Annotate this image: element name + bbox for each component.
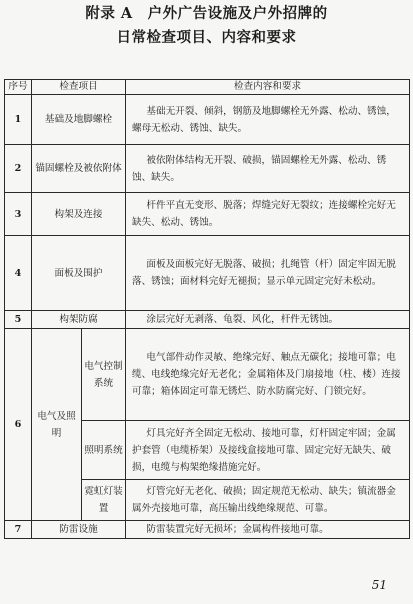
- row-content: 面板及面板完好无脱落、破损；扎绳管（杆）固定牢固无脱落、锈蚀；面材料完好无褪损；显示单元固定完好未松动。: [126, 236, 410, 311]
- table-row: [5, 193, 410, 236]
- row-item: 面板及围护: [32, 236, 126, 311]
- row-item: 电气及照明: [32, 329, 82, 521]
- row-subitem: 霓虹灯装置: [82, 480, 126, 521]
- row-subitem: 照明系统: [82, 421, 126, 480]
- table-row: [5, 236, 410, 311]
- row-item: 锚固螺栓及被依附体: [32, 145, 126, 193]
- page-number: 51: [371, 578, 387, 592]
- header-no: 序号: [5, 80, 32, 95]
- row-content: 防雷装置完好无损坏；金属构件接地可靠。: [126, 521, 410, 539]
- header-item: 检查项目: [32, 80, 126, 95]
- header-content: 检查内容和要求: [126, 80, 410, 95]
- table-row: [5, 95, 410, 145]
- row-number: 3: [5, 193, 32, 236]
- table-row: [5, 145, 410, 193]
- appendix-title-line1: 附录 A 户外广告设施及户外招牌的: [85, 5, 328, 22]
- row-item: 构架防腐: [32, 311, 126, 329]
- row-content: 灯管完好无老化、破损；固定规范无松动、缺失；镇流器金属外壳接地可靠，高压输出线绝缘规范、可靠。: [126, 480, 410, 521]
- row-number: 1: [5, 95, 32, 145]
- row-number: 6: [5, 329, 32, 521]
- table-row: [5, 521, 410, 539]
- row-item: 构架及连接: [32, 193, 126, 236]
- row-content: 涂层完好无剥落、龟裂、风化，杆件无锈蚀。: [126, 311, 410, 329]
- row-number: 7: [5, 521, 32, 539]
- inspection-table: [4, 79, 410, 539]
- row-number: 2: [5, 145, 32, 193]
- table-header-row: [5, 80, 410, 95]
- row-subitem: 电气控制系统: [82, 329, 126, 421]
- appendix-title-line2: 日常检查项目、内容和要求: [116, 29, 297, 46]
- table-row: [5, 329, 410, 421]
- table-row: [5, 311, 410, 329]
- row-number: 4: [5, 236, 32, 311]
- row-content: 电气部件动作灵敏、绝缘完好、触点无碳化；接地可靠；电缆、电线绝缘完好无老化；金属箱体及门扇接地（柱、楼）连接可靠；箱体固定可靠无锈烂、防水防腐完好、门锁完好。: [126, 329, 410, 421]
- row-content: 被依附体结构无开裂、破损，锚固螺栓无外露、松动、锈蚀、缺失。: [126, 145, 410, 193]
- row-content: 基础无开裂、倾斜，钢筋及地脚螺栓无外露、松动、锈蚀，螺母无松动、锈蚀、缺失。: [126, 95, 410, 145]
- row-content: 杆件平直无变形、脱落；焊缝完好无裂纹；连接螺栓完好无缺失、松动、锈蚀。: [126, 193, 410, 236]
- row-number: 5: [5, 311, 32, 329]
- row-item: 防雷设施: [32, 521, 126, 539]
- row-item: 基础及地脚螺栓: [32, 95, 126, 145]
- row-content: 灯具完好齐全固定无松动、接地可靠，灯杆固定牢固；金属护套管（电缆桥架）及接线盒接地可靠、固定完好无缺失、破损，电缆与构架绝缘措施完好。: [126, 421, 410, 480]
